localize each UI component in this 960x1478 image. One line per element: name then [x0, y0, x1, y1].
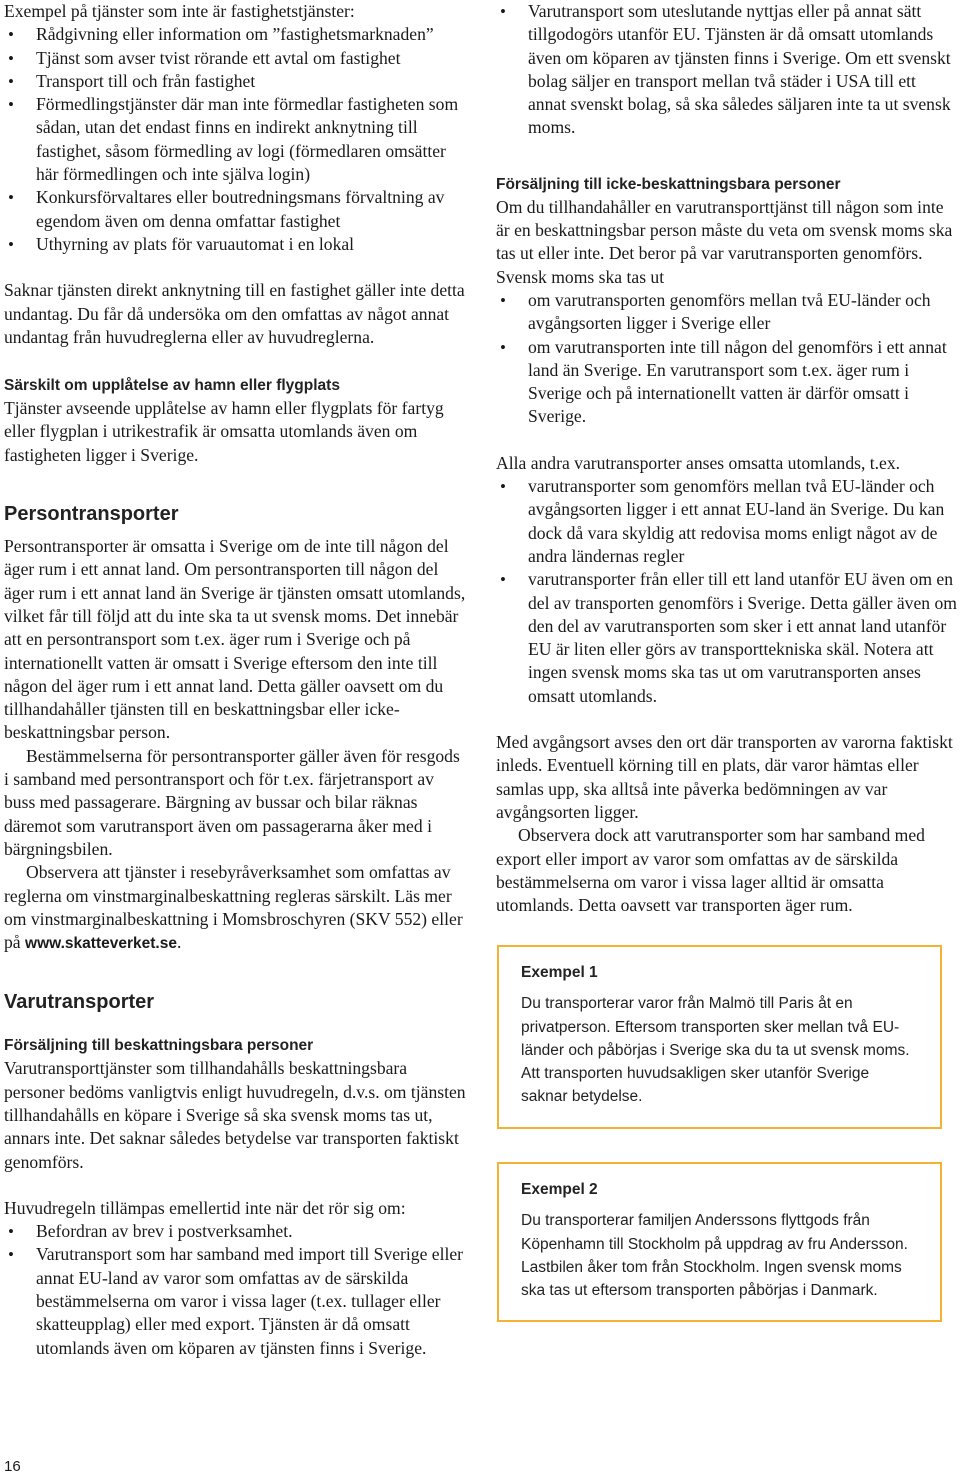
right-column	[496, 0, 958, 917]
paragraph-icke: Om du tillhandahåller en varutransporttjänst till någon som inte är en beskattningsbar person måste du veta om svensk moms ska tas ut eller inte. Det beror på var varutransporten genomförs. Svensk moms ska tas ut	[496, 196, 953, 287]
list-item: • Varutransport som uteslutande nyttjas eller på annat sätt tillgodogörs utanför EU. Tjänsten är då omsatt utomlands även om köparen av tjänsten finns i Sverige. Om ett svenskt bolag säljer en transport mellan två städer i USA till ett annat svenskt bolag, så ska således säljaren inte ta ut svensk moms.	[496, 0, 958, 140]
skatteverket-link[interactable]: www.skatteverket.se	[25, 935, 177, 953]
example-box-1	[497, 945, 942, 1129]
list-item: • om varutransporten inte till någon del genomförs i ett annat land än Sverige. En varutransport som t.ex. äger rum i Sverige och på internationellt vatten är därför omsatt i Sverige.	[496, 336, 958, 429]
example-box-2	[497, 1162, 942, 1322]
paragraph-hamn: Tjänster avseende upplåtelse av hamn eller flygplats för fartyg eller flygplan i utrikestrafik är omsatta utomlands även om fastigheten ligger i Sverige.	[4, 398, 444, 465]
list-item: • Varutransport som har samband med import till Sverige eller annat EU-land av varor som omfattas av de särskilda bestämmelserna om varor i vissa lager (t.ex. tullager eller skatteupplag) eller med export. Tjänsten är då omsatt utomlands även om köparen av tjänsten finns i Sverige.	[4, 1243, 466, 1359]
list-item: • varutransporter från eller till ett land utanför EU även om en del av transporten genomförs i Sverige. Detta gäller även om den del av varutransporten som sker i ett annat land utanför EU är liten eller görs av transporttekniska skäl. Notera att ingen svensk moms ska tas ut om varutransporten anses omsatt utomlands.	[496, 568, 958, 708]
list-item: • Befordran av brev i postverksamhet.	[4, 1220, 466, 1243]
subheading-beskattningsbara: Försäljning till beskattningsbara personer	[4, 1037, 314, 1055]
paragraph-person-2: Bestämmelserna för persontransporter gäller även för resgods i samband med persontransport och för t.ex. färjetransport av buss med passagerare. Bärgning av bussar och bilar räknas däremot som varutransport även om passagerarna åker med i bärgningsbilen.	[4, 745, 460, 859]
list-item: • Rådgivning eller information om ”fastighetsmarknaden”	[4, 23, 466, 46]
example-2-text: Du transporterar familjen Anderssons flyttgods från Köpenhamn till Stockholm på uppdrag av fru Andersson. Lastbilen åker tom från Stockholm. Ingen svensk moms ska tas ut eftersom transporten påbörjas i Danmark.	[521, 1212, 908, 1300]
list-item: • Tjänst som avser tvist rörande ett avtal om fastighet	[4, 47, 466, 70]
heading-varutransporter: Varutransporter	[4, 991, 155, 1014]
top-bullet-list	[496, 0, 958, 140]
left-column	[4, 0, 466, 1360]
paragraph-person-3-end: .	[176, 932, 182, 953]
list-item: • Förmedlingstjänster där man inte förmedlar fastigheten som sådan, utan det endast finns en indirekt anknytning till fastighet, såsom förmedling av logi (förmedlaren omsätter här förmedlingen och inte själva login)	[4, 93, 466, 186]
icke-bullet-list	[496, 289, 958, 429]
example-2-title: Exempel 2	[521, 1181, 598, 1198]
paragraph-person-3	[4, 861, 466, 955]
intro-bullet-list	[4, 23, 466, 256]
paragraph-huvudregeln: Huvudregeln tillämpas emellertid inte när det rör sig om:	[4, 1197, 406, 1218]
paragraph-saknar: Saknar tjänsten direkt anknytning till en fastighet gäller inte detta undantag. Du får då undersöka om den omfattas av något annat undantag från huvudreglerna eller av huvudreglerna.	[4, 280, 465, 347]
list-item: • om varutransporten genomförs mellan två EU-länder och avgångsorten ligger i Sverige eller	[496, 289, 958, 336]
paragraph-person-1: Persontransporter är omsatta i Sverige om de inte till någon del äger rum i ett annat land. Om persontransporten till någon del äger rum i ett annat land än Sverige är tjänsten omsatt utomlands, vilket får till följd att du inte ska ta ut svensk moms. Det innebär att en persontransport som t.ex. äger rum i Sverige och på internationellt vatten är omsatt i Sverige eftersom den inte till någon del äger rum i ett annat land. Detta gäller oavsett om du tillhandahåller tjänsten till en beskattningsbar eller icke-beskattningsbar person.	[4, 536, 466, 743]
paragraph-person-3-text: Observera att tjänster i resebyråverksamhet som omfattas av reglerna om vinstmarginalbeskattning regleras särskilt. Läs mer om vinstmarginalbeskattning i Momsbroschyren (SKV 552) eller på	[4, 862, 463, 953]
example-1-text: Du transporterar varor från Malmö till Paris åt en privatperson. Eftersom transporten sker mellan två EU-länder och påbörjas i Sverige ska du ta ut svensk moms. Att transporten huvudsakligen sker utanför Sverige saknar betydelse.	[521, 995, 910, 1106]
subheading-icke-beskattningsbara: Försäljning till icke-beskattningsbara personer	[496, 175, 841, 193]
example-1-title: Exempel 1	[521, 964, 598, 981]
paragraph-beskattningsbara: Varutransporttjänster som tillhandahålls beskattningsbara personer bedöms vanligtvis enligt huvudregeln, d.v.s. om tjänsten tillhandahålls en köpare i Sverige så ska svensk moms tas ut, annars inte. Det saknar således betydelse var transporten faktiskt genomförs.	[4, 1058, 466, 1172]
heading-persontransporter: Persontransporter	[4, 503, 179, 526]
list-item: • Uthyrning av plats för varuautomat i en lokal	[4, 233, 466, 256]
paragraph-avgangsort: Med avgångsort avses den ort där transporten av varorna faktiskt inleds. Eventuell körning till en plats, där varor hämtas eller samlas upp, ska alltså inte påverka bedömningen av var avgångsorten ligger.	[496, 732, 953, 822]
page-number: 16	[4, 1458, 21, 1475]
subheading-hamn: Särskilt om upplåtelse av hamn eller flygplats	[4, 377, 340, 395]
list-item: • varutransporter som genomförs mellan två EU-länder och avgångsorten ligger i ett annat EU-land än Sverige. Du kan dock då vara skyldig att redovisa moms enligt något av de andra ländernas regler	[496, 475, 958, 568]
alla-bullet-list	[496, 475, 958, 708]
paragraph-alla: Alla andra varutransporter anses omsatta utomlands, t.ex.	[496, 452, 901, 473]
list-item: • Transport till och från fastighet	[4, 70, 466, 93]
intro-text: Exempel på tjänster som inte är fastighetstjänster:	[4, 1, 355, 21]
list-item: • Konkursförvaltares eller boutredningsmans förvaltning av egendom även om denna omfattar fastighet	[4, 186, 466, 233]
huvudregeln-bullet-list	[4, 1220, 466, 1360]
paragraph-observera: Observera dock att varutransporter som har samband med export eller import av varor som omfattas av de särskilda bestämmelserna om varor i vissa lager alltid är omsatta utomlands. Detta oavsett var transporten äger rum.	[496, 825, 925, 916]
